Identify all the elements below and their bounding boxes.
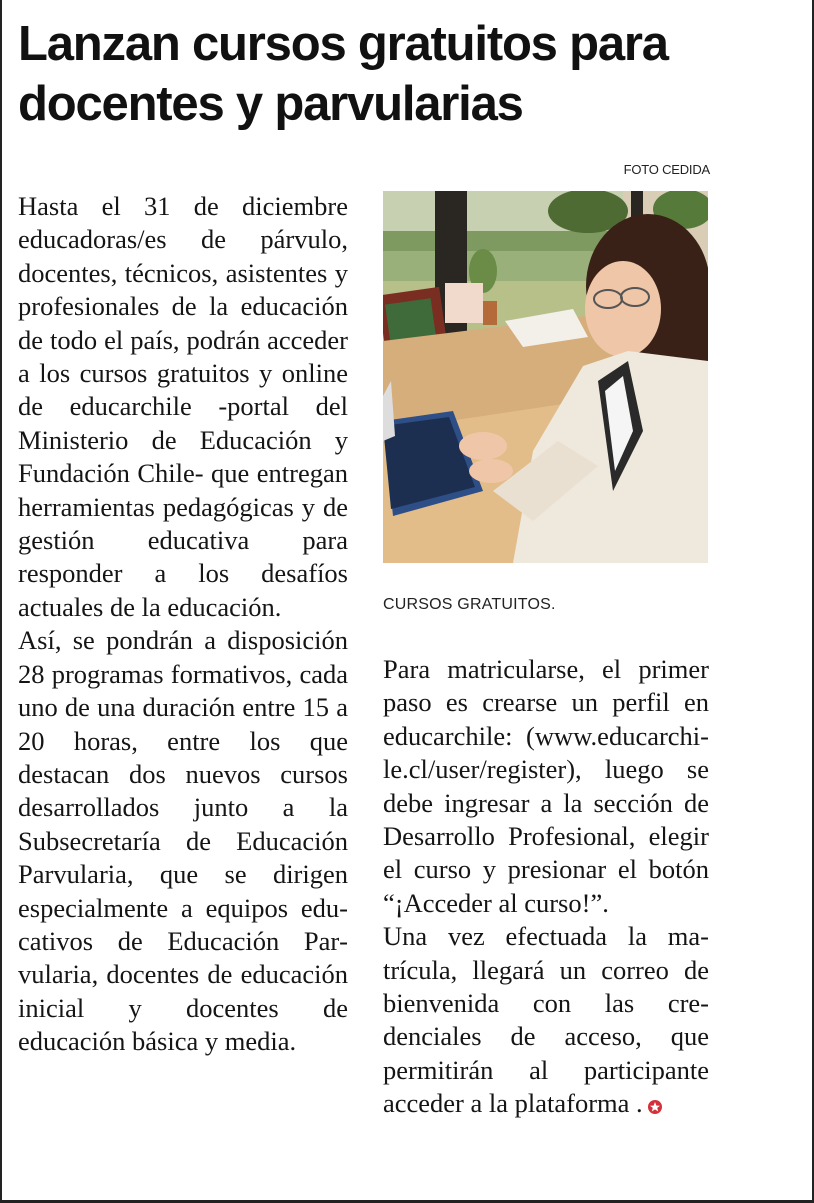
end-mark-icon [647,1090,663,1123]
paragraph-welcome [383,920,709,1123]
text-column-right [383,653,709,1123]
left-column-rule [0,0,2,1203]
woman-typing-on-laptop-photo [383,191,708,563]
photo-caption: CURSOS GRATUITOS. [383,596,556,613]
paragraph-intro: Hasta el 31 de diciembre educadoras/es de párvulo, docentes, técnicos, asistentes y profesionales de la educación de todo el país, podrán acceder a los cursos gratuitos y online de educarchile -portal del Ministerio de Educación y Fundación Chile- que entregan herramientas pedagógicas y de gestión educativa para responder a los desafíos actuales de la educación. [18,191,348,622]
text-column-left [18,190,348,1059]
headline: Lanzan cursos gratuitos para docentes y parvularias [18,17,668,131]
paragraph-welcome-text: Una vez efectuada la matrícula, llegará un correo de bienvenida con las credenciales de acceso, que permitirán al participante acceder a la plataforma . [383,921,709,1119]
article-photo [383,191,708,563]
paragraph-enrollment: Para matricularse, el primer paso es crearse un perfil en educarchile: (www.educarchile.cl/user/register), luego se debe ingresar a la sección de Desarrollo Profesional, elegir el curso y presionar el botón “¡Acceder al curso!”. [383,654,709,918]
photo-credit: FOTO CEDIDA [623,162,710,177]
paragraph-programs: Así, se pondrán a disposición 28 programas formativos, cada uno de una duración entre 15 a 20 horas, entre los que destacan dos nuevos cursos desarrollados junto a la Subsecretaría de Educación Parvularia, que se dirigen especialmente a equipos educativos de Educación Parvularia, docentes de educación inicial y docentes de educación básica y media. [18,625,348,1057]
